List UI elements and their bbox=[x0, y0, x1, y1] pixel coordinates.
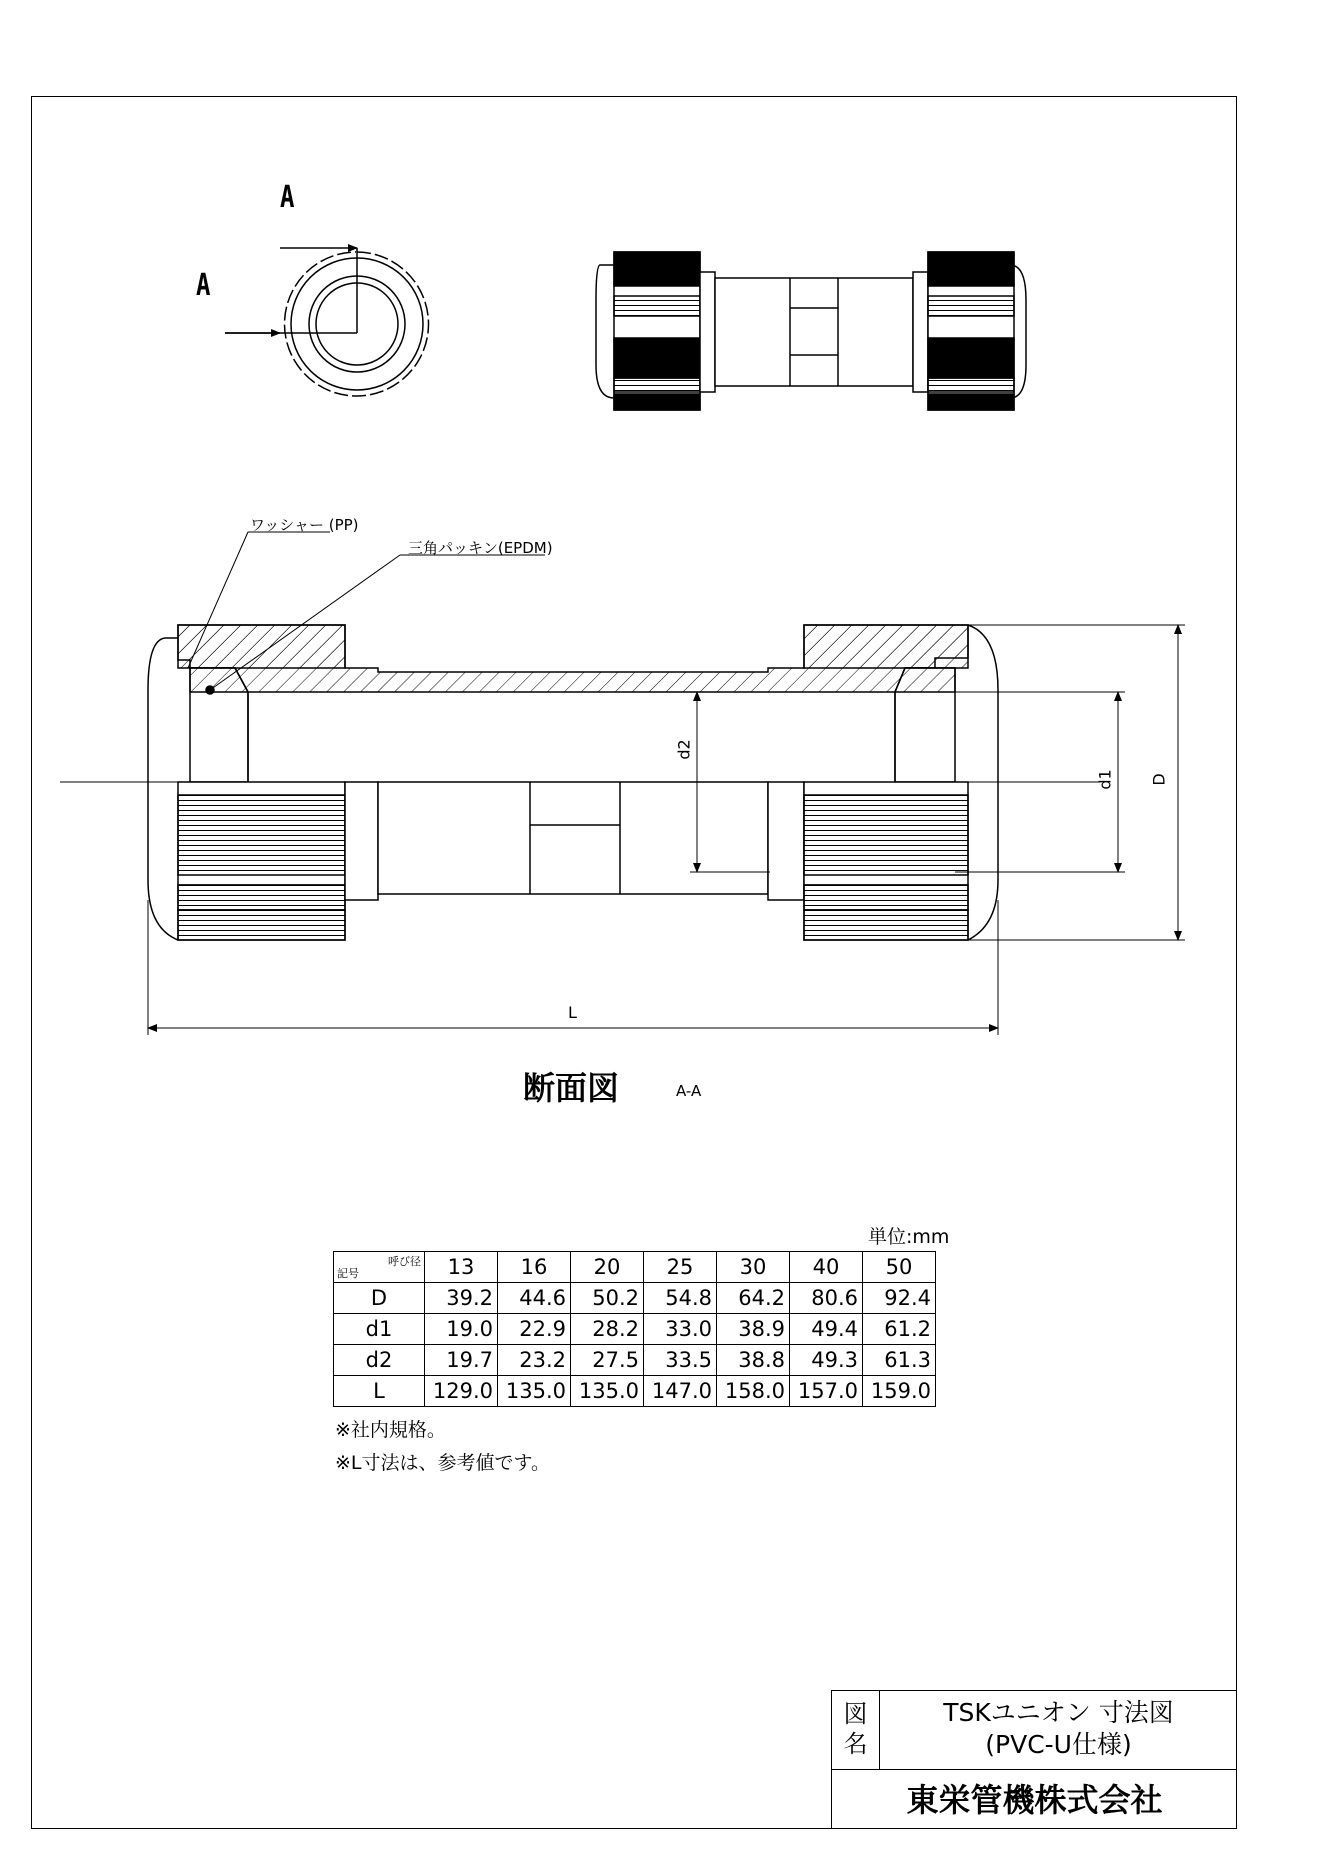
table-row bbox=[334, 1283, 936, 1314]
table-cell: 39.2 bbox=[425, 1283, 498, 1314]
table-header-row bbox=[334, 1252, 936, 1283]
table-cell: 28.2 bbox=[571, 1314, 644, 1345]
table-cell: 49.4 bbox=[790, 1314, 863, 1345]
size-header: 50 bbox=[863, 1252, 936, 1283]
dim-label-d2: d2 bbox=[674, 739, 694, 760]
table-cell: 19.7 bbox=[425, 1345, 498, 1376]
unit-label: 単位:mm bbox=[868, 1226, 950, 1248]
table-cell: 38.8 bbox=[717, 1345, 790, 1376]
row-symbol: D bbox=[334, 1283, 425, 1314]
title-label-line2: 名 bbox=[843, 1730, 868, 1758]
table-cell: 38.9 bbox=[717, 1314, 790, 1345]
note-2: ※L寸法は、参考値です。 bbox=[335, 1452, 550, 1474]
table-cell: 22.9 bbox=[498, 1314, 571, 1345]
side-view bbox=[596, 252, 1026, 410]
packing-callout: 三角パッキン(EPDM) bbox=[408, 539, 553, 557]
row-symbol: d2 bbox=[334, 1345, 425, 1376]
size-header: 30 bbox=[717, 1252, 790, 1283]
row-symbol: L bbox=[334, 1376, 425, 1407]
dim-label-D: D bbox=[1149, 773, 1169, 786]
table-cell: 50.2 bbox=[571, 1283, 644, 1314]
table-cell: 80.6 bbox=[790, 1283, 863, 1314]
section-marker-a-left: A bbox=[196, 268, 211, 303]
table-cell: 44.6 bbox=[498, 1283, 571, 1314]
dimension-table bbox=[333, 1251, 936, 1407]
section-title: 断面図 bbox=[523, 1069, 620, 1107]
table-row bbox=[334, 1345, 936, 1376]
size-header: 20 bbox=[571, 1252, 644, 1283]
table-cell: 54.8 bbox=[644, 1283, 717, 1314]
table-cell: 27.5 bbox=[571, 1345, 644, 1376]
drawing-name-line1: TSKユニオン 寸法図 bbox=[943, 1698, 1174, 1727]
table-corner-cell bbox=[334, 1252, 425, 1283]
section-subtitle: A-A bbox=[676, 1082, 702, 1100]
title-block bbox=[831, 1690, 1237, 1829]
size-header: 25 bbox=[644, 1252, 717, 1283]
table-cell: 147.0 bbox=[644, 1376, 717, 1407]
size-header: 13 bbox=[425, 1252, 498, 1283]
title-block-label bbox=[832, 1691, 880, 1770]
table-cell: 157.0 bbox=[790, 1376, 863, 1407]
table-cell: 33.5 bbox=[644, 1345, 717, 1376]
table-cell: 135.0 bbox=[498, 1376, 571, 1407]
note-1: ※社内規格。 bbox=[335, 1419, 446, 1441]
table-cell: 158.0 bbox=[717, 1376, 790, 1407]
table-cell: 92.4 bbox=[863, 1283, 936, 1314]
section-view bbox=[60, 532, 1185, 1035]
table-cell: 33.0 bbox=[644, 1314, 717, 1345]
size-header: 40 bbox=[790, 1252, 863, 1283]
table-cell: 61.2 bbox=[863, 1314, 936, 1345]
drawing-name-line2: (PVC-U仕様) bbox=[985, 1730, 1132, 1759]
section-marker-a-top: A bbox=[280, 180, 295, 215]
table-cell: 61.3 bbox=[863, 1345, 936, 1376]
table-cell: 19.0 bbox=[425, 1314, 498, 1345]
table-row bbox=[334, 1314, 936, 1345]
washer-callout: ワッシャー (PP) bbox=[250, 516, 359, 534]
table-cell: 129.0 bbox=[425, 1376, 498, 1407]
corner-label-size: 呼び径 bbox=[388, 1255, 421, 1268]
table-cell: 159.0 bbox=[863, 1376, 936, 1407]
size-header: 16 bbox=[498, 1252, 571, 1283]
end-view bbox=[225, 248, 429, 396]
dim-label-L: L bbox=[568, 1003, 577, 1022]
corner-label-symbol: 記号 bbox=[337, 1267, 359, 1280]
table-cell: 23.2 bbox=[498, 1345, 571, 1376]
drawing-name bbox=[880, 1691, 1237, 1770]
table-cell: 64.2 bbox=[717, 1283, 790, 1314]
table-cell: 49.3 bbox=[790, 1345, 863, 1376]
company-name: 東栄管機株式会社 bbox=[906, 1781, 1163, 1819]
table-row bbox=[334, 1376, 936, 1407]
row-symbol: d1 bbox=[334, 1314, 425, 1345]
dim-label-d1: d1 bbox=[1095, 769, 1115, 790]
table-cell: 135.0 bbox=[571, 1376, 644, 1407]
title-label-line1: 図 bbox=[843, 1700, 868, 1728]
